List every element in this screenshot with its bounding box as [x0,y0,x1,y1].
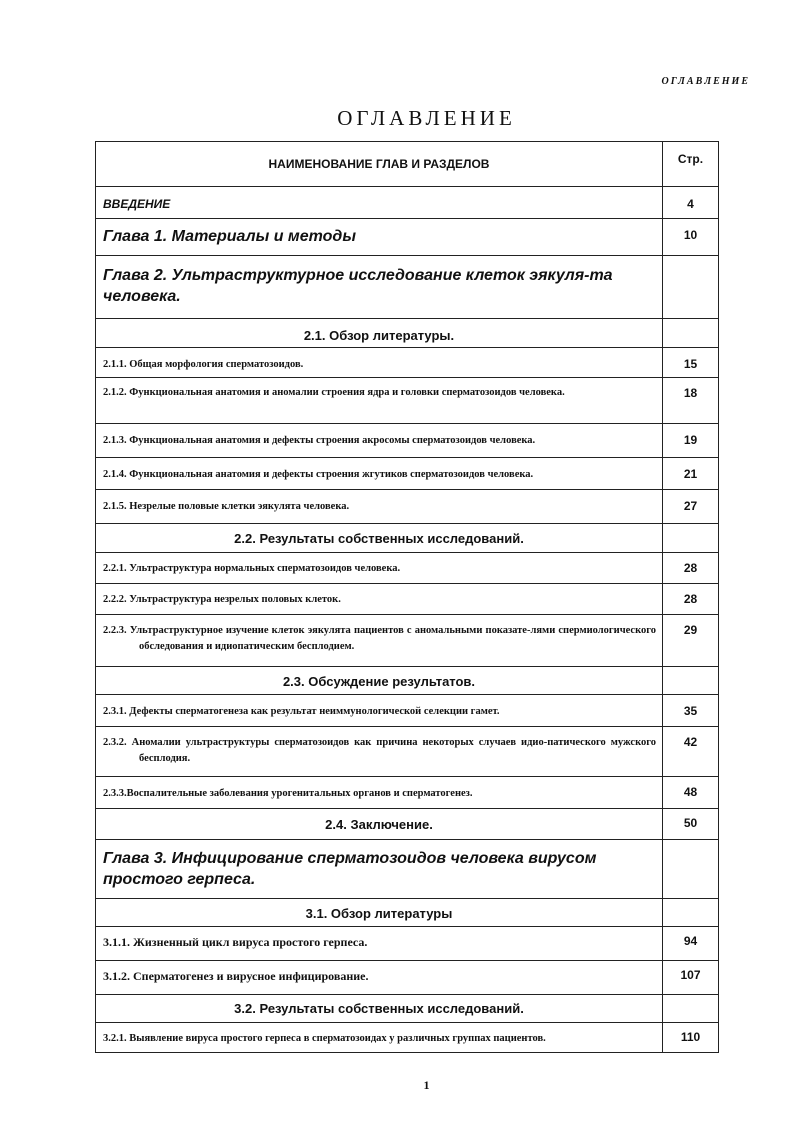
chapter-heading: Глава 3. Инфицирование сперматозоидов человека вирусом простого герпеса. [96,840,663,899]
toc-page: 10 [663,219,719,256]
header-page: Стр. [663,142,719,187]
toc-row-section [96,995,719,1023]
toc-row-subsection [96,727,719,777]
toc-page [663,667,719,695]
section-heading: 3.1. Обзор литературы [96,899,663,927]
toc-page: 4 [663,187,719,219]
subsection-item: 2.3.1. Дефекты сперматогенеза как результат неиммунологической селекции гамет. [96,695,663,727]
toc-row-section [96,524,719,553]
toc-page: 48 [663,777,719,809]
toc-row-subsection [96,777,719,809]
toc-page [663,319,719,348]
toc-page: 19 [663,424,719,458]
toc-page: 15 [663,348,719,378]
toc-row-section [96,667,719,695]
header-name: НАИМЕНОВАНИЕ ГЛАВ И РАЗДЕЛОВ [96,142,663,187]
section-heading: 2.4. Заключение. [96,809,663,840]
toc-row-section [96,809,719,840]
subsection-item: 3.1.1. Жизненный цикл вируса простого герпеса. [96,927,663,961]
subsection-item: 2.1.1. Общая морфология сперматозоидов. [96,348,663,378]
subsection-item: 3.2.1. Выявление вируса простого герпеса в сперматозоидах у различных группах пациентов. [96,1023,663,1053]
chapter-heading: Глава 2. Ультраструктурное исследование клеток эякуля-та человека. [96,256,663,319]
toc-row-subsection [96,490,719,524]
subsection-item: 2.1.4. Функциональная анатомия и дефекты строения жгутиков сперматозоидов человека. [96,458,663,490]
toc-page: 35 [663,695,719,727]
subsection-item: 2.2.1. Ультраструктура нормальных сперматозоидов человека. [96,553,663,584]
subsection-item: 2.1.2. Функциональная анатомия и аномалии строения ядра и головки сперматозоидов человека. [96,378,663,424]
page-number: 1 [423,1078,430,1092]
toc-page: 42 [663,727,719,777]
subsection-item: 3.1.2. Сперматогенез и вирусное инфицирование. [96,961,663,995]
section-heading: 2.2. Результаты собственных исследований. [96,524,663,553]
toc-page: 21 [663,458,719,490]
section-heading: 2.1. Обзор литературы. [96,319,663,348]
subsection-item: 2.1.5. Незрелые половые клетки эякулята человека. [96,490,663,524]
toc-page [663,524,719,553]
toc-page: 50 [663,809,719,840]
toc-page [663,899,719,927]
section-heading: 3.2. Результаты собственных исследований. [96,995,663,1023]
toc-row-chapter [96,840,719,899]
toc-row-subsection [96,424,719,458]
toc-row-subsection [96,378,719,424]
toc-row-subsection [96,348,719,378]
toc-row-intro [96,187,719,219]
toc-row-chapter [96,219,719,256]
toc-page: 28 [663,584,719,615]
toc-page: 18 [663,378,719,424]
subsection-item: 2.2.2. Ультраструктура незрелых половых клеток. [96,584,663,615]
toc-page: 27 [663,490,719,524]
table-header-row [96,142,719,187]
toc-page: 28 [663,553,719,584]
toc-item: ВВЕДЕНИЕ [96,187,663,219]
page-title: ОГЛАВЛЕНИЕ [337,106,516,130]
toc-row-subsection [96,695,719,727]
toc-row-section [96,319,719,348]
toc-row-subsection [96,458,719,490]
toc-page [663,840,719,899]
running-head: ОГЛАВЛЕНИЕ [661,76,750,87]
toc-row-section [96,899,719,927]
toc-page [663,995,719,1023]
toc-row-subsection [96,584,719,615]
section-heading: 2.3. Обсуждение результатов. [96,667,663,695]
toc-row-subsection [96,961,719,995]
subsection-item: 2.3.2. Аномалии ультраструктуры сперматозоидов как причина некоторых случаев идио-патического мужского бесплодия. [96,727,663,777]
toc-row-subsection [96,1023,719,1053]
subsection-item: 2.1.3. Функциональная анатомия и дефекты строения акросомы сперматозоидов человека. [96,424,663,458]
toc-page: 94 [663,927,719,961]
subsection-item: 2.3.3.Воспалительные заболевания урогенитальных органов и сперматогенез. [96,777,663,809]
subsection-item: 2.2.3. Ультраструктурное изучение клеток эякулята пациентов с аномальными показате-лями спермиологического обследования и идиопатическим бесплодием. [96,615,663,667]
toc-table [95,141,719,1053]
toc-row-subsection [96,927,719,961]
toc-page: 29 [663,615,719,667]
toc-page: 110 [663,1023,719,1053]
toc-page [663,256,719,319]
toc-row-chapter [96,256,719,319]
toc-row-subsection [96,553,719,584]
chapter-heading: Глава 1. Материалы и методы [96,219,663,256]
toc-page: 107 [663,961,719,995]
toc-row-subsection [96,615,719,667]
